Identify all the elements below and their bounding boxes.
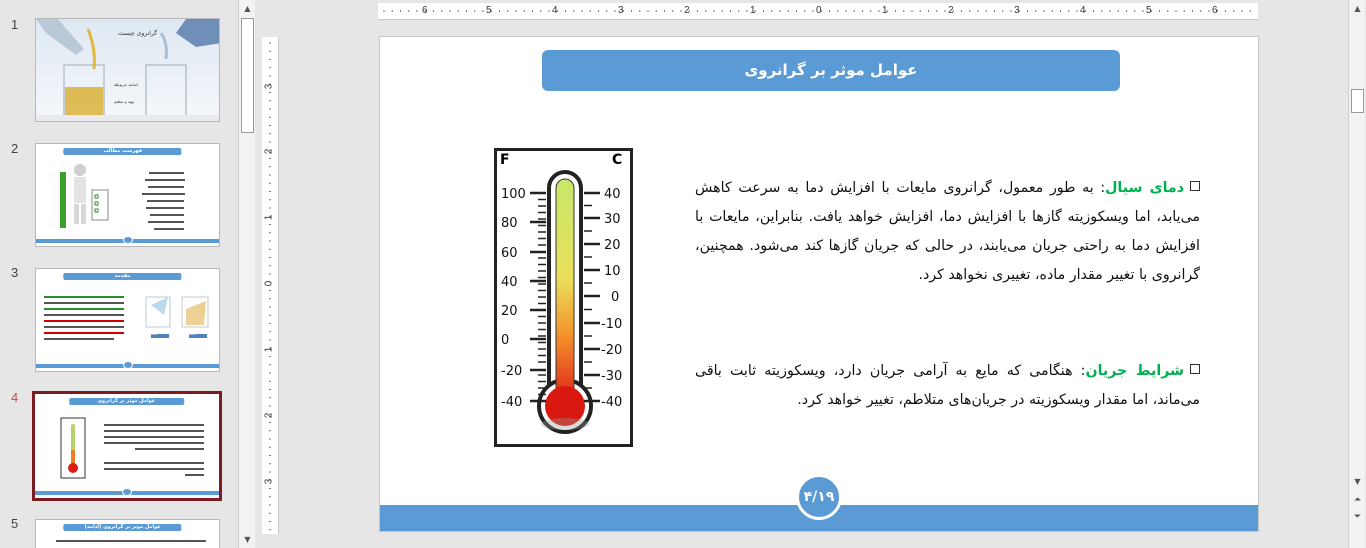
ruler-label: 3 xyxy=(263,478,275,485)
c-tick-label: -20 xyxy=(601,343,623,358)
f-tick-label: 0 xyxy=(501,333,510,348)
thumbnail-title: عوامل موثر بر گرانروی xyxy=(69,398,184,405)
scroll-down-arrow-icon[interactable]: ▼ xyxy=(1354,477,1361,486)
f-tick-label: 80 xyxy=(501,216,518,231)
thermometer-image[interactable] xyxy=(494,148,633,447)
ruler-label: 2 xyxy=(684,5,690,16)
ruler-label: 0 xyxy=(816,5,822,16)
slide-thumbnail-4[interactable] xyxy=(32,391,222,501)
scroll-up-arrow-icon[interactable]: ▲ xyxy=(244,4,251,13)
thumbnail-title: عوامل موثر بر گرانروی (ادامه) xyxy=(64,524,182,531)
c-tick-label: 0 xyxy=(611,290,620,305)
thumbnail-number: 4 xyxy=(11,390,19,405)
c-tick-label: -30 xyxy=(601,369,623,384)
thumbnail-line: تهیه و تنظیم xyxy=(114,99,135,104)
ruler-label: 4 xyxy=(1080,5,1086,16)
ruler-label: 4 xyxy=(552,5,558,16)
slide-thumbnail-3[interactable] xyxy=(35,268,220,372)
ruler-label: 0 xyxy=(263,280,275,287)
previous-slide-icon[interactable]: ⏶ xyxy=(1353,495,1362,505)
checkbox-bullet-icon xyxy=(1190,181,1200,191)
thumbnail-title: فهرست مطالب xyxy=(64,148,182,155)
ruler-label: 6 xyxy=(422,5,428,16)
c-tick-label: 20 xyxy=(604,238,621,253)
beakers-image xyxy=(36,269,220,372)
c-tick-label: 10 xyxy=(604,264,621,279)
thumbnail-number: 5 xyxy=(11,516,19,531)
slide-thumbnail-5[interactable] xyxy=(35,519,220,548)
checkbox-bullet-icon xyxy=(1190,364,1200,374)
paragraph-key: شرایط جریان xyxy=(1085,363,1184,379)
celsius-label: C xyxy=(612,152,623,168)
ruler-label: 1 xyxy=(263,214,275,221)
f-tick-label: -20 xyxy=(501,364,523,379)
f-tick-label: 100 xyxy=(501,187,526,202)
c-tick-label: 40 xyxy=(604,187,621,202)
ruler-label: 5 xyxy=(1146,5,1152,16)
scrollbar-thumb[interactable] xyxy=(1351,89,1364,113)
paragraph-text: : به طور معمول، گرانروی مایعات با افزایش دما به سرعت کاهش می‌یابد، اما ویسکوزیته گازها با افزایش دما، افزایش خواهد یافت. بنابراین، مایعات با افزایش دما به راحتی جریان می‌یابند، در حالی که جریان گازها کند می‌شود. همچنین، گرانروی با تغییر مقدار ماده، تغییری نخواهد کرد. xyxy=(695,180,1200,283)
scroll-down-arrow-icon[interactable]: ▼ xyxy=(244,535,251,544)
horizontal-ruler[interactable] xyxy=(378,3,1258,20)
slide-thumbnail-pane xyxy=(0,0,238,548)
f-tick-label: 40 xyxy=(501,275,518,290)
paragraph-fluid-temperature[interactable] xyxy=(695,174,1200,290)
ruler-label: 1 xyxy=(750,5,756,16)
f-tick-label: -40 xyxy=(501,395,523,410)
thumbnail-button: Button xyxy=(151,334,169,338)
f-tick-label: 60 xyxy=(501,246,518,261)
ruler-label: 1 xyxy=(263,346,275,353)
c-tick-label: -10 xyxy=(601,317,623,332)
c-tick-label: 30 xyxy=(604,212,621,227)
f-tick-label: 20 xyxy=(501,304,518,319)
thumbnail-title: گرانروی چیست xyxy=(118,30,158,37)
ruler-label: 3 xyxy=(1014,5,1020,16)
scroll-up-arrow-icon[interactable]: ▲ xyxy=(1354,4,1361,13)
ruler-label: 3 xyxy=(263,83,275,90)
thumbnail-number: 3 xyxy=(11,265,19,280)
ruler-label: 2 xyxy=(948,5,954,16)
ruler-label: 6 xyxy=(1212,5,1218,16)
fahrenheit-label: F xyxy=(500,152,510,168)
ruler-label: 3 xyxy=(618,5,624,16)
next-slide-icon[interactable]: ⏷ xyxy=(1353,512,1362,522)
thumbnail-scrollbar[interactable] xyxy=(238,0,255,548)
slide-scrollbar[interactable] xyxy=(1348,0,1365,548)
ruler-label: 5 xyxy=(486,5,492,16)
page-number-badge: ۴/۱۹ xyxy=(796,474,842,520)
ruler-label: 2 xyxy=(263,412,275,419)
thumbnail-button: Button xyxy=(189,334,207,338)
paragraph-flow-conditions[interactable] xyxy=(695,357,1200,415)
thermometer-icon xyxy=(35,394,219,498)
ruler-label: 2 xyxy=(263,148,275,155)
scrollbar-thumb[interactable] xyxy=(241,18,254,133)
thumbnail-line: اساتید مربوطه xyxy=(114,82,139,87)
c-tick-label: -40 xyxy=(601,395,623,410)
slide-canvas[interactable] xyxy=(379,36,1259,532)
ruler-label: 1 xyxy=(882,5,888,16)
thumbnail-number: 2 xyxy=(11,141,19,156)
vertical-ruler[interactable] xyxy=(262,37,279,534)
slide-thumbnail-1[interactable] xyxy=(35,18,220,122)
slide-title[interactable]: عوامل موثر بر گرانروی xyxy=(542,50,1120,91)
slide-thumbnail-2[interactable] xyxy=(35,143,220,247)
thumbnail-number: 1 xyxy=(11,17,19,32)
thumbnail-title: مقدمه xyxy=(64,273,182,280)
person-with-pencil-image xyxy=(36,144,220,247)
paragraph-key: دمای سیال xyxy=(1105,180,1184,196)
paragraph-text: : هنگامی که مایع به آرامی جریان دارد، ویسکوزیته ثابت باقی می‌ماند، اما مقدار ویسکوزیته در جریان‌های متلاطم، تغییر خواهد کرد. xyxy=(695,363,1200,408)
